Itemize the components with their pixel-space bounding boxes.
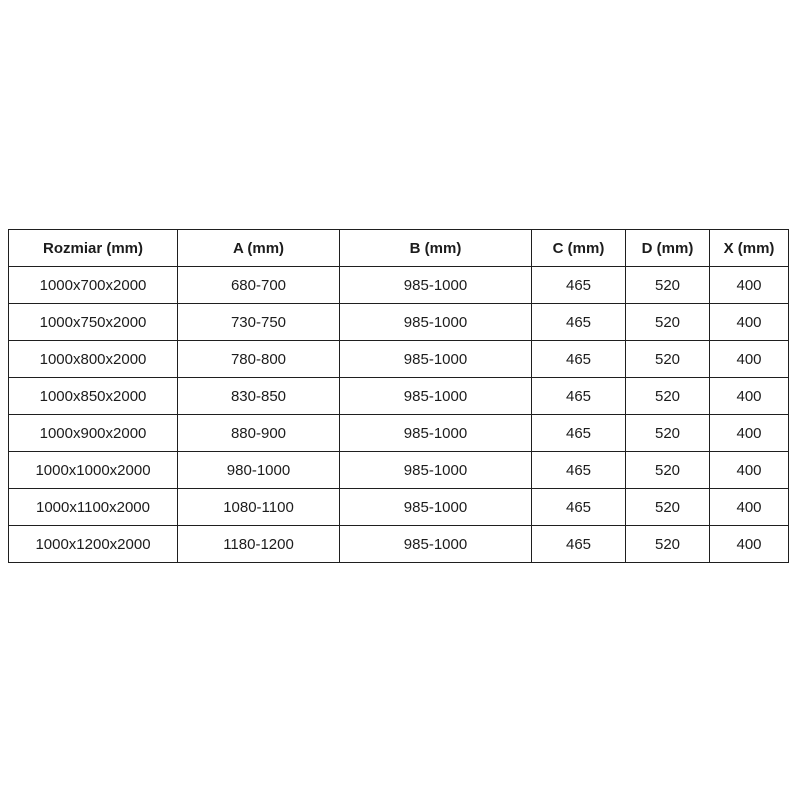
table-cell: 400	[710, 415, 789, 452]
table-cell: 985-1000	[340, 452, 532, 489]
table-cell: 985-1000	[340, 526, 532, 563]
table-cell: 1000x900x2000	[9, 415, 178, 452]
table-cell: 985-1000	[340, 267, 532, 304]
table-cell: 465	[532, 304, 626, 341]
table-cell: 1000x850x2000	[9, 378, 178, 415]
table-cell: 985-1000	[340, 304, 532, 341]
table-row	[9, 489, 789, 526]
table-row	[9, 304, 789, 341]
table-cell: 1080-1100	[178, 489, 340, 526]
table-row	[9, 341, 789, 378]
table-cell: 1000x1100x2000	[9, 489, 178, 526]
column-header: A (mm)	[178, 230, 340, 267]
column-header: B (mm)	[340, 230, 532, 267]
dimensions-spec-table	[8, 229, 789, 563]
table-row	[9, 452, 789, 489]
table-cell: 400	[710, 526, 789, 563]
table-cell: 465	[532, 489, 626, 526]
table-cell: 400	[710, 378, 789, 415]
table-cell: 1000x800x2000	[9, 341, 178, 378]
table-cell: 1000x700x2000	[9, 267, 178, 304]
header-row	[9, 230, 789, 267]
table-cell: 465	[532, 526, 626, 563]
table-cell: 520	[626, 415, 710, 452]
table-cell: 520	[626, 378, 710, 415]
column-header: C (mm)	[532, 230, 626, 267]
table-cell: 400	[710, 452, 789, 489]
table-row	[9, 267, 789, 304]
table-cell: 1000x1200x2000	[9, 526, 178, 563]
table-cell: 465	[532, 415, 626, 452]
table-cell: 465	[532, 378, 626, 415]
table-cell: 780-800	[178, 341, 340, 378]
table-cell: 985-1000	[340, 378, 532, 415]
column-header: Rozmiar (mm)	[9, 230, 178, 267]
table-cell: 520	[626, 304, 710, 341]
table-cell: 730-750	[178, 304, 340, 341]
table-cell: 680-700	[178, 267, 340, 304]
table-cell: 985-1000	[340, 489, 532, 526]
table-cell: 465	[532, 452, 626, 489]
column-header: D (mm)	[626, 230, 710, 267]
table-cell: 520	[626, 452, 710, 489]
table-cell: 520	[626, 489, 710, 526]
table-cell: 400	[710, 267, 789, 304]
table-cell: 465	[532, 267, 626, 304]
table-cell: 400	[710, 341, 789, 378]
table-cell: 465	[532, 341, 626, 378]
table-cell: 1000x1000x2000	[9, 452, 178, 489]
table-cell: 520	[626, 526, 710, 563]
table-cell: 400	[710, 489, 789, 526]
table-row	[9, 378, 789, 415]
table-cell: 400	[710, 304, 789, 341]
table-cell: 520	[626, 341, 710, 378]
table-cell: 520	[626, 267, 710, 304]
table-cell: 1180-1200	[178, 526, 340, 563]
table-row	[9, 415, 789, 452]
table-cell: 830-850	[178, 378, 340, 415]
table-cell: 985-1000	[340, 341, 532, 378]
table-cell: 985-1000	[340, 415, 532, 452]
table-body	[9, 267, 789, 563]
table-cell: 980-1000	[178, 452, 340, 489]
table-row	[9, 526, 789, 563]
table-cell: 880-900	[178, 415, 340, 452]
table-cell: 1000x750x2000	[9, 304, 178, 341]
column-header: X (mm)	[710, 230, 789, 267]
